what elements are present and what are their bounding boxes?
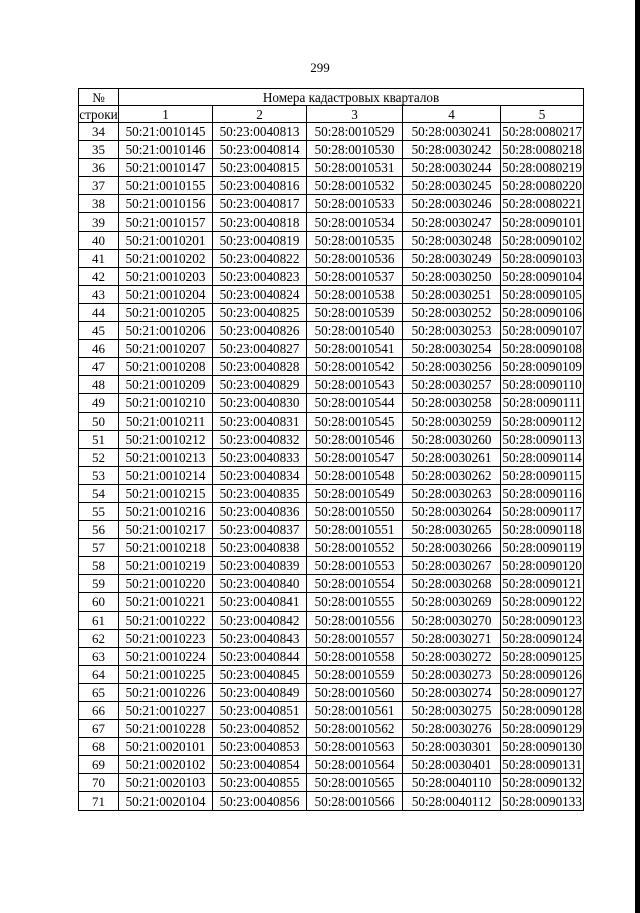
row-number-cell: 68 — [79, 738, 119, 756]
table-row — [79, 756, 584, 774]
cadastral-number-cell: 50:28:0010565 — [307, 774, 403, 792]
cadastral-number-cell: 50:28:0010547 — [307, 448, 403, 466]
cadastral-number-cell: 50:23:0040852 — [213, 720, 307, 738]
header-num-label: № — [79, 89, 119, 106]
cadastral-number-cell: 50:28:0090106 — [502, 304, 582, 320]
row-number-cell: 35 — [79, 141, 119, 159]
table-row — [79, 774, 584, 792]
cadastral-number-cell: 50:23:0040828 — [213, 358, 307, 376]
row-number-cell: 58 — [79, 557, 119, 575]
table-row — [79, 738, 584, 756]
cadastral-number-cell: 50:21:0010223 — [119, 629, 213, 647]
cadastral-number-cell: 50:28:0090132 — [502, 775, 582, 791]
table-row — [79, 285, 584, 303]
cadastral-number-cell: 50:28:0090117 — [502, 504, 582, 520]
row-number-cell: 66 — [79, 702, 119, 720]
row-number-cell: 54 — [79, 484, 119, 502]
cadastral-number-cell: 50:23:0040836 — [213, 502, 307, 520]
cadastral-number-cell: 50:21:0010156 — [119, 195, 213, 213]
cadastral-number-cell: 50:28:0080217 — [502, 124, 582, 140]
cadastral-number-cell: 50:28:0090130 — [502, 739, 582, 755]
cadastral-number-cell: 50:23:0040851 — [213, 702, 307, 720]
cadastral-number-cell: 50:28:0090118 — [502, 522, 582, 538]
cadastral-number-cell: 50:28:0030401 — [403, 756, 501, 774]
table-row — [79, 231, 584, 249]
row-number-cell: 52 — [79, 448, 119, 466]
table-row — [79, 647, 584, 665]
cadastral-number-cell: 50:21:0010145 — [119, 123, 213, 141]
cadastral-number-cell: 50:28:0030249 — [403, 249, 501, 267]
cadastral-number-cell: 50:28:0010551 — [307, 521, 403, 539]
cadastral-number-cell: 50:28:0030247 — [403, 213, 501, 231]
cadastral-number-cell: 50:28:0010561 — [307, 702, 403, 720]
row-number-cell: 48 — [79, 376, 119, 394]
cadastral-number-cell: 50:21:0010209 — [119, 376, 213, 394]
cadastral-number-cell: 50:28:0030242 — [403, 141, 501, 159]
cadastral-number-cell: 50:28:0010553 — [307, 557, 403, 575]
row-number-cell: 55 — [79, 502, 119, 520]
row-number-cell: 53 — [79, 466, 119, 484]
cadastral-number-cell: 50:23:0040844 — [213, 647, 307, 665]
cadastral-number-cell: 50:28:0030268 — [403, 575, 501, 593]
cadastral-number-cell: 50:21:0010211 — [119, 412, 213, 430]
row-number-cell: 43 — [79, 285, 119, 303]
table-row — [79, 340, 584, 358]
cadastral-number-cell: 50:28:0090120 — [502, 558, 582, 574]
cadastral-number-cell: 50:23:0040817 — [213, 195, 307, 213]
row-number-cell: 44 — [79, 303, 119, 321]
cadastral-number-cell: 50:28:0090131 — [502, 757, 582, 773]
table-row — [79, 629, 584, 647]
cadastral-number-cell: 50:28:0030260 — [403, 430, 501, 448]
cadastral-number-cell: 50:28:0090129 — [502, 721, 582, 737]
cadastral-number-cell: 50:23:0040831 — [213, 412, 307, 430]
cadastral-number-cell: 50:23:0040823 — [213, 267, 307, 285]
table-row — [79, 792, 584, 810]
cadastral-number-cell: 50:28:0090119 — [502, 540, 582, 556]
cadastral-number-cell: 50:21:0010221 — [119, 593, 213, 611]
cadastral-number-cell: 50:28:0010531 — [307, 159, 403, 177]
cadastral-number-cell: 50:28:0030273 — [403, 665, 501, 683]
row-number-cell: 34 — [79, 123, 119, 141]
cadastral-number-cell: 50:28:0010532 — [307, 177, 403, 195]
table-row — [79, 466, 584, 484]
cadastral-number-cell: 50:28:0010537 — [307, 267, 403, 285]
header-num-sublabel: строки — [79, 106, 118, 122]
cadastral-number-cell: 50:28:0090113 — [502, 431, 582, 447]
cadastral-number-cell: 50:23:0040839 — [213, 557, 307, 575]
table-row — [79, 412, 584, 430]
cadastral-number-cell: 50:21:0010147 — [119, 159, 213, 177]
cadastral-number-cell: 50:28:0030261 — [403, 448, 501, 466]
row-number-cell: 63 — [79, 647, 119, 665]
cadastral-number-cell: 50:28:0010556 — [307, 611, 403, 629]
table-row — [79, 720, 584, 738]
table-row — [79, 376, 584, 394]
cadastral-number-cell: 50:28:0030258 — [403, 394, 501, 412]
cadastral-number-cell: 50:28:0090128 — [502, 703, 582, 719]
cadastral-number-cell: 50:28:0010543 — [307, 376, 403, 394]
cadastral-number-cell: 50:28:0040110 — [403, 774, 501, 792]
cadastral-number-cell: 50:28:0090108 — [502, 341, 582, 357]
cadastral-number-cell: 50:23:0040816 — [213, 177, 307, 195]
cadastral-number-cell: 50:28:0030250 — [403, 267, 501, 285]
cadastral-number-cell: 50:28:0030245 — [403, 177, 501, 195]
cadastral-number-cell: 50:21:0010216 — [119, 502, 213, 520]
cadastral-number-cell: 50:28:0090123 — [502, 612, 582, 628]
table-row — [79, 557, 584, 575]
cadastral-number-cell: 50:23:0040827 — [213, 340, 307, 358]
cadastral-number-cell: 50:23:0040838 — [213, 539, 307, 557]
cadastral-number-cell: 50:28:0090104 — [502, 268, 582, 284]
cadastral-number-cell: 50:21:0010202 — [119, 249, 213, 267]
table-row — [79, 484, 584, 502]
row-number-cell: 51 — [79, 430, 119, 448]
row-number-cell: 45 — [79, 322, 119, 340]
cadastral-number-cell: 50:28:0010562 — [307, 720, 403, 738]
row-number-cell: 60 — [79, 593, 119, 611]
cadastral-number-cell: 50:23:0040819 — [213, 231, 307, 249]
cadastral-number-cell: 50:28:0010536 — [307, 249, 403, 267]
cadastral-number-cell: 50:21:0010201 — [119, 231, 213, 249]
cadastral-number-cell: 50:21:0010225 — [119, 665, 213, 683]
cadastral-number-cell: 50:23:0040826 — [213, 322, 307, 340]
row-number-cell: 46 — [79, 340, 119, 358]
cadastral-number-cell: 50:28:0030241 — [403, 123, 501, 141]
row-number-cell: 71 — [79, 792, 119, 810]
cadastral-number-cell: 50:28:0010558 — [307, 647, 403, 665]
row-number-cell: 67 — [79, 720, 119, 738]
cadastral-number-cell: 50:23:0040840 — [213, 575, 307, 593]
table-row — [79, 322, 584, 340]
cadastral-number-cell: 50:28:0010566 — [307, 792, 403, 810]
table-row — [79, 303, 584, 321]
cadastral-number-cell: 50:28:0010560 — [307, 683, 403, 701]
cadastral-number-cell: 50:23:0040814 — [213, 141, 307, 159]
cadastral-number-cell: 50:21:0010207 — [119, 340, 213, 358]
cadastral-number-cell: 50:23:0040829 — [213, 376, 307, 394]
row-number-cell: 42 — [79, 267, 119, 285]
cadastral-number-cell: 50:28:0080220 — [502, 178, 582, 194]
column-header: 5 — [501, 106, 584, 123]
cadastral-number-cell: 50:28:0090109 — [502, 359, 582, 375]
cadastral-number-cell: 50:21:0020104 — [119, 792, 213, 810]
column-header: 4 — [403, 106, 501, 123]
cadastral-number-cell: 50:28:0010563 — [307, 738, 403, 756]
table-subheader-row — [79, 106, 584, 123]
page-number: 299 — [310, 60, 330, 75]
cadastral-quarters-table — [78, 88, 584, 811]
cadastral-number-cell: 50:21:0010220 — [119, 575, 213, 593]
cadastral-number-cell: 50:21:0010228 — [119, 720, 213, 738]
cadastral-number-cell: 50:23:0040842 — [213, 611, 307, 629]
cadastral-number-cell: 50:28:0010542 — [307, 358, 403, 376]
cadastral-number-cell: 50:21:0020103 — [119, 774, 213, 792]
cadastral-number-cell: 50:28:0090105 — [502, 286, 582, 302]
cadastral-number-cell: 50:28:0090127 — [502, 684, 582, 700]
cadastral-number-cell: 50:28:0040112 — [403, 792, 501, 810]
cadastral-number-cell: 50:28:0030275 — [403, 702, 501, 720]
cadastral-number-cell: 50:28:0010540 — [307, 322, 403, 340]
table-row — [79, 394, 584, 412]
cadastral-number-cell: 50:23:0040853 — [213, 738, 307, 756]
cadastral-number-cell: 50:28:0090101 — [502, 214, 582, 230]
cadastral-number-cell: 50:21:0010224 — [119, 647, 213, 665]
cadastral-number-cell: 50:23:0040837 — [213, 521, 307, 539]
cadastral-number-cell: 50:28:0080221 — [502, 196, 582, 212]
cadastral-number-cell: 50:28:0090110 — [502, 377, 582, 393]
cadastral-number-cell: 50:21:0010215 — [119, 484, 213, 502]
table-row — [79, 249, 584, 267]
table-row — [79, 539, 584, 557]
cadastral-number-cell: 50:28:0030244 — [403, 159, 501, 177]
cadastral-number-cell: 50:21:0010213 — [119, 448, 213, 466]
cadastral-number-cell: 50:21:0010205 — [119, 303, 213, 321]
table-row — [79, 502, 584, 520]
cadastral-number-cell: 50:28:0090116 — [502, 485, 582, 501]
table-row — [79, 575, 584, 593]
cadastral-number-cell: 50:28:0010546 — [307, 430, 403, 448]
table-row — [79, 177, 584, 195]
cadastral-number-cell: 50:21:0010155 — [119, 177, 213, 195]
cadastral-number-cell: 50:28:0030254 — [403, 340, 501, 358]
cadastral-number-cell: 50:21:0020102 — [119, 756, 213, 774]
cadastral-number-cell: 50:28:0030301 — [403, 738, 501, 756]
table-row — [79, 593, 584, 611]
cadastral-number-cell: 50:28:0090124 — [502, 630, 582, 646]
table-row — [79, 358, 584, 376]
scan-edge-border — [635, 0, 640, 913]
row-number-cell: 41 — [79, 249, 119, 267]
cadastral-number-cell: 50:28:0080219 — [502, 160, 582, 176]
cadastral-number-cell: 50:23:0040845 — [213, 665, 307, 683]
column-header: 1 — [119, 106, 213, 123]
cadastral-number-cell: 50:28:0030265 — [403, 521, 501, 539]
table-row — [79, 665, 584, 683]
row-number-cell: 64 — [79, 665, 119, 683]
cadastral-number-cell: 50:28:0030272 — [403, 647, 501, 665]
row-number-cell: 50 — [79, 412, 119, 430]
cadastral-number-cell: 50:28:0030263 — [403, 484, 501, 502]
row-number-cell: 56 — [79, 521, 119, 539]
cadastral-number-cell: 50:23:0040835 — [213, 484, 307, 502]
row-number-cell: 69 — [79, 756, 119, 774]
cadastral-number-cell: 50:21:0010212 — [119, 430, 213, 448]
cadastral-number-cell: 50:28:0030246 — [403, 195, 501, 213]
cadastral-number-cell: 50:28:0010564 — [307, 756, 403, 774]
cadastral-number-cell: 50:21:0010206 — [119, 322, 213, 340]
cadastral-number-cell: 50:28:0030267 — [403, 557, 501, 575]
table-row — [79, 521, 584, 539]
cadastral-number-cell: 50:28:0090133 — [502, 793, 582, 809]
cadastral-number-cell: 50:23:0040834 — [213, 466, 307, 484]
cadastral-number-cell: 50:28:0010552 — [307, 539, 403, 557]
cadastral-number-cell: 50:28:0030259 — [403, 412, 501, 430]
table-row — [79, 213, 584, 231]
cadastral-number-cell: 50:21:0010210 — [119, 394, 213, 412]
row-number-cell: 62 — [79, 629, 119, 647]
cadastral-number-cell: 50:28:0090115 — [502, 467, 582, 483]
cadastral-number-cell: 50:28:0010548 — [307, 466, 403, 484]
cadastral-number-cell: 50:28:0030251 — [403, 285, 501, 303]
cadastral-number-cell: 50:21:0010214 — [119, 466, 213, 484]
cadastral-number-cell: 50:28:0090102 — [502, 232, 582, 248]
cadastral-number-cell: 50:28:0010549 — [307, 484, 403, 502]
cadastral-number-cell: 50:28:0010555 — [307, 593, 403, 611]
cadastral-number-cell: 50:28:0080218 — [502, 142, 582, 158]
cadastral-number-cell: 50:21:0010203 — [119, 267, 213, 285]
table-row — [79, 195, 584, 213]
cadastral-number-cell: 50:28:0010541 — [307, 340, 403, 358]
cadastral-number-cell: 50:28:0010529 — [307, 123, 403, 141]
cadastral-number-cell: 50:28:0030264 — [403, 502, 501, 520]
cadastral-number-cell: 50:23:0040815 — [213, 159, 307, 177]
table-row — [79, 611, 584, 629]
row-number-cell: 70 — [79, 774, 119, 792]
row-number-cell: 59 — [79, 575, 119, 593]
cadastral-number-cell: 50:28:0030256 — [403, 358, 501, 376]
cadastral-number-cell: 50:28:0010535 — [307, 231, 403, 249]
cadastral-number-cell: 50:28:0090122 — [502, 594, 582, 610]
cadastral-number-cell: 50:28:0090126 — [502, 666, 582, 682]
cadastral-number-cell: 50:28:0090112 — [502, 413, 582, 429]
cadastral-number-cell: 50:28:0030262 — [403, 466, 501, 484]
cadastral-number-cell: 50:28:0010538 — [307, 285, 403, 303]
cadastral-number-cell: 50:28:0010545 — [307, 412, 403, 430]
row-number-cell: 38 — [79, 195, 119, 213]
table-row — [79, 267, 584, 285]
cadastral-number-cell: 50:28:0010533 — [307, 195, 403, 213]
table-row — [79, 702, 584, 720]
cadastral-number-cell: 50:21:0010222 — [119, 611, 213, 629]
cadastral-number-cell: 50:28:0010550 — [307, 502, 403, 520]
cadastral-number-cell: 50:21:0010204 — [119, 285, 213, 303]
row-number-cell: 40 — [79, 231, 119, 249]
cadastral-number-cell: 50:28:0090114 — [502, 449, 582, 465]
cadastral-number-cell: 50:23:0040854 — [213, 756, 307, 774]
cadastral-number-cell: 50:28:0030253 — [403, 322, 501, 340]
cadastral-number-cell: 50:21:0010218 — [119, 539, 213, 557]
cadastral-number-cell: 50:28:0010534 — [307, 213, 403, 231]
column-header: 3 — [307, 106, 403, 123]
cadastral-number-cell: 50:28:0090121 — [502, 576, 582, 592]
header-title: Номера кадастровых кварталов — [119, 89, 584, 106]
cadastral-number-cell: 50:23:0040856 — [213, 792, 307, 810]
cadastral-number-cell: 50:28:0030276 — [403, 720, 501, 738]
cadastral-number-cell: 50:23:0040824 — [213, 285, 307, 303]
table-row — [79, 123, 584, 141]
cadastral-number-cell: 50:21:0010217 — [119, 521, 213, 539]
cadastral-number-cell: 50:28:0030252 — [403, 303, 501, 321]
cadastral-number-cell: 50:28:0090103 — [502, 250, 582, 266]
cadastral-number-cell: 50:28:0090125 — [502, 648, 582, 664]
cadastral-number-cell: 50:23:0040832 — [213, 430, 307, 448]
row-number-cell: 65 — [79, 683, 119, 701]
cadastral-number-cell: 50:28:0010559 — [307, 665, 403, 683]
cadastral-number-cell: 50:28:0010557 — [307, 629, 403, 647]
row-number-cell: 36 — [79, 159, 119, 177]
cadastral-number-cell: 50:21:0010226 — [119, 683, 213, 701]
row-number-cell: 37 — [79, 177, 119, 195]
row-number-cell: 47 — [79, 358, 119, 376]
cadastral-number-cell: 50:28:0030266 — [403, 539, 501, 557]
cadastral-number-cell: 50:23:0040818 — [213, 213, 307, 231]
cadastral-number-cell: 50:21:0010157 — [119, 213, 213, 231]
cadastral-number-cell: 50:28:0030274 — [403, 683, 501, 701]
cadastral-number-cell: 50:28:0030248 — [403, 231, 501, 249]
cadastral-number-cell: 50:28:0010544 — [307, 394, 403, 412]
cadastral-number-cell: 50:28:0090111 — [501, 394, 584, 412]
cadastral-number-cell: 50:21:0010208 — [119, 358, 213, 376]
cadastral-number-cell: 50:28:0010530 — [307, 141, 403, 159]
cadastral-number-cell: 50:23:0040841 — [213, 593, 307, 611]
cadastral-number-cell: 50:28:0030271 — [403, 629, 501, 647]
cadastral-number-cell: 50:23:0040843 — [213, 629, 307, 647]
cadastral-number-cell: 50:23:0040849 — [213, 683, 307, 701]
table-row — [79, 448, 584, 466]
cadastral-number-cell: 50:23:0040833 — [213, 448, 307, 466]
cadastral-number-cell: 50:21:0020101 — [119, 738, 213, 756]
cadastral-number-cell: 50:23:0040855 — [213, 774, 307, 792]
cadastral-number-cell: 50:23:0040825 — [213, 303, 307, 321]
table-row — [79, 159, 584, 177]
cadastral-number-cell: 50:28:0090107 — [502, 323, 582, 339]
cadastral-number-cell: 50:21:0010219 — [119, 557, 213, 575]
row-number-cell: 57 — [79, 539, 119, 557]
cadastral-number-cell: 50:28:0010554 — [307, 575, 403, 593]
cadastral-number-cell: 50:21:0010146 — [119, 141, 213, 159]
row-number-cell: 39 — [79, 213, 119, 231]
cadastral-number-cell: 50:21:0010227 — [119, 702, 213, 720]
column-header: 2 — [213, 106, 307, 123]
table-row — [79, 141, 584, 159]
cadastral-number-cell: 50:28:0030270 — [403, 611, 501, 629]
row-number-cell: 61 — [79, 611, 119, 629]
cadastral-number-cell: 50:28:0030257 — [403, 376, 501, 394]
cadastral-number-cell: 50:28:0010539 — [307, 303, 403, 321]
cadastral-number-cell: 50:23:0040830 — [213, 394, 307, 412]
table-row — [79, 430, 584, 448]
cadastral-number-cell: 50:23:0040822 — [213, 249, 307, 267]
cadastral-number-cell: 50:23:0040813 — [213, 123, 307, 141]
cadastral-number-cell: 50:28:0030269 — [403, 593, 501, 611]
table-header-row — [79, 89, 584, 106]
table-row — [79, 683, 584, 701]
row-number-cell: 49 — [79, 394, 119, 412]
